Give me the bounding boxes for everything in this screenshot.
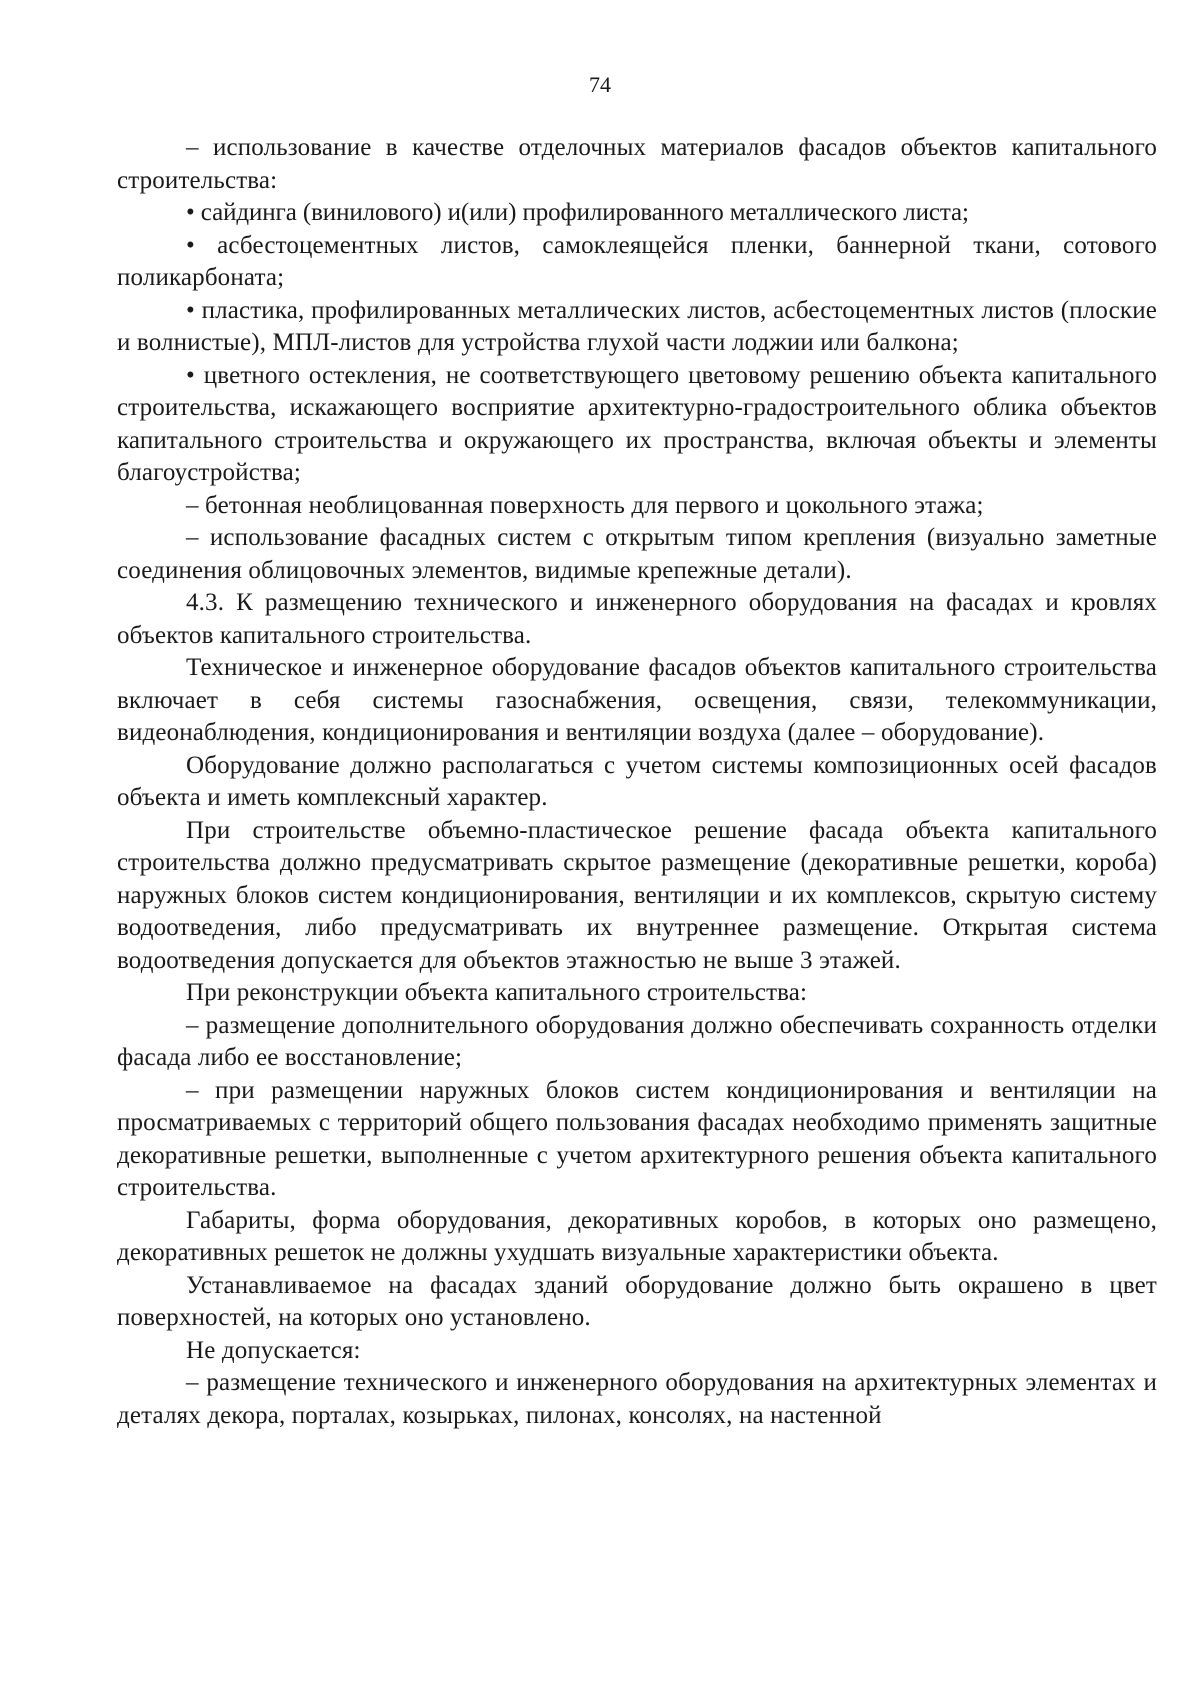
item-outdoor-units: – при размещении наружных блоков систем кондиционирования и вентиляции на просматриваемых с территорий общего пользования фасадах необходимо применять защитные декоративные решетки, выполненные с учетом архитектурного решения объекта капитального строительства.	[117, 1076, 1157, 1201]
bullet-asbestos-sheets: • асбестоцементных листов, самоклеящейся пленки, баннерной ткани, сотового поликарбоната;	[117, 231, 1157, 291]
paragraph-finishing-materials-intro: – использование в качестве отделочных материалов фасадов объектов капитального строительства:	[117, 134, 1157, 194]
bullet-plastic: • пластика, профилированных металлических листов, асбестоцементных листов (плоские и волнистые), МПЛ-листов для устройства глухой части лоджии или балкона;	[117, 296, 1157, 356]
document-body	[117, 132, 1157, 1432]
paragraph-equipment-definition: Техническое и инженерное оборудование фасадов объектов капитального строительства включает в себя системы газоснабжения, освещения, связи, телекоммуникации, видеонаблюдения, кондиционирования и вентиляции воздуха (далее – оборудование).	[117, 654, 1157, 746]
section-heading-4-3: 4.3. К размещению технического и инженерного оборудования на фасадах и кровлях объектов капитального строительства.	[117, 589, 1157, 649]
item-placement-on-decor: – размещение технического и инженерного оборудования на архитектурных элементах и деталях декора, порталах, козырьках, пилонах, консолях, на настенной	[117, 1369, 1157, 1429]
paragraph-construction-requirements: При строительстве объемно-пластическое решение фасада объекта капитального строительства должно предусматривать скрытое размещение (декоративные решетки, короба) наружных блоков систем кондиционирования, вентиляции и их комплексов, скрытую систему водоотведения, либо предусматривать их внутреннее размещение. Открытая система водоотведения допускается для объектов этажностью не выше 3 этажей.	[117, 816, 1157, 974]
paragraph-equipment-placement: Оборудование должно располагаться с учетом системы композиционных осей фасадов объекта и иметь комплексный характер.	[117, 751, 1157, 811]
item-open-fastening: – использование фасадных систем с открытым типом крепления (визуально заметные соединения облицовочных элементов, видимые крепежные детали).	[117, 524, 1157, 584]
bullet-siding: • сайдинга (винилового) и(или) профилированного металлического листа;	[186, 199, 969, 226]
paragraph-reconstruction-intro: При реконструкции объекта капитального строительства:	[186, 979, 808, 1006]
paragraph-not-allowed: Не допускается:	[186, 1336, 361, 1364]
bullet-colored-glazing: • цветного остекления, не соответствующего цветовому решению объекта капитального строительства, искажающего восприятие архитектурно-градостроительного облика объектов капитального строительства и окружающего их пространства, включая объекты и элементы благоустройства;	[117, 361, 1157, 486]
paragraph-painting: Устанавливаемое на фасадах зданий оборудование должно быть окрашено в цвет поверхностей, на которых оно установлено.	[117, 1271, 1157, 1331]
item-concrete-surface: – бетонная необлицованная поверхность для первого и цокольного этажа;	[186, 491, 984, 519]
page-number: 74	[589, 72, 611, 97]
item-additional-equipment: – размещение дополнительного оборудования должно обеспечивать сохранность отделки фасада либо ее восстановление;	[117, 1011, 1157, 1071]
paragraph-dimensions: Габариты, форма оборудования, декоративных коробов, в которых оно размещено, декоративных решеток не должны ухудшать визуальные характеристики объекта.	[117, 1206, 1157, 1266]
